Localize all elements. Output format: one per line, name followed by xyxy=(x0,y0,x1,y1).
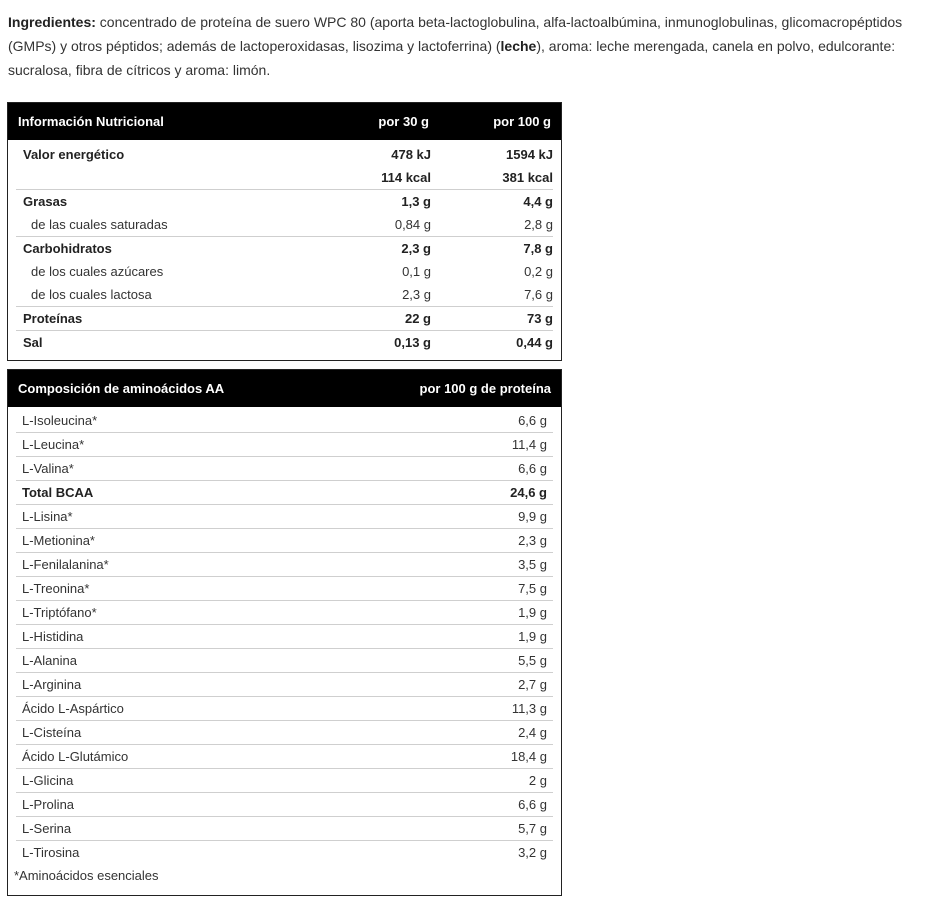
nutrition-label: Carbohidratos xyxy=(23,241,112,256)
amino-row xyxy=(16,817,553,841)
nutrition-label: de los cuales lactosa xyxy=(31,287,152,302)
nutrition-value-30g: 1,3 g xyxy=(401,194,431,209)
amino-label: L-Alanina xyxy=(22,653,77,668)
amino-value: 1,9 g xyxy=(518,629,547,644)
ingredients-text-2: ), aroma: leche merengada, canela en polvo, edulcorante: sucralosa, fibra de cítricos y aroma: limón. xyxy=(8,38,896,78)
ingredients-label: Ingredientes: xyxy=(8,14,96,30)
amino-row xyxy=(16,433,553,457)
nutrition-label: de los cuales azúcares xyxy=(31,264,164,279)
nutrition-table-body xyxy=(8,140,561,358)
amino-row xyxy=(16,625,553,649)
amino-row xyxy=(16,745,553,769)
nutrition-label: Grasas xyxy=(23,194,68,209)
amino-label: L-Isoleucina* xyxy=(22,413,98,428)
nutrition-label: Valor energético xyxy=(23,147,125,162)
nutrition-row-energy-kcal xyxy=(16,166,553,189)
amino-label: L-Serina xyxy=(22,821,72,836)
amino-row xyxy=(16,649,553,673)
amino-acid-table xyxy=(7,369,562,896)
amino-row xyxy=(16,553,553,577)
amino-value: 2,7 g xyxy=(518,677,547,692)
amino-row-total-bcaa xyxy=(16,481,553,505)
nutrition-row-proteins xyxy=(16,306,553,330)
nutrition-value-30g: 0,1 g xyxy=(402,264,431,279)
amino-row xyxy=(16,601,553,625)
amino-value: 2,3 g xyxy=(518,533,547,548)
nutrition-row-energy-kj xyxy=(16,143,553,166)
amino-label: L-Prolina xyxy=(22,797,75,812)
amino-value: 2 g xyxy=(528,773,547,788)
amino-label: L-Histidina xyxy=(22,629,84,644)
nutrition-table-header xyxy=(8,103,561,140)
nutrition-value-30g: 0,13 g xyxy=(394,335,431,350)
amino-row xyxy=(16,673,553,697)
amino-value: 6,6 g xyxy=(518,413,547,428)
amino-value: 5,5 g xyxy=(518,653,547,668)
amino-row xyxy=(16,721,553,745)
amino-row xyxy=(16,793,553,817)
amino-row xyxy=(16,841,553,864)
nutrition-value-100g: 7,8 g xyxy=(523,241,553,256)
amino-label: L-Valina* xyxy=(22,461,74,476)
ingredients-allergen: leche xyxy=(500,38,537,54)
nutrition-value-30g: 2,3 g xyxy=(401,241,431,256)
amino-value: 24,6 g xyxy=(510,485,547,500)
nutrition-value-30g: 2,3 g xyxy=(402,287,431,302)
amino-col-per-100g: por 100 g de proteína xyxy=(419,381,551,396)
amino-label: L-Fenilalanina* xyxy=(22,557,109,572)
amino-label: L-Arginina xyxy=(22,677,82,692)
amino-title: Composición de aminoácidos AA xyxy=(18,381,225,396)
nutrition-value-100g: 0,44 g xyxy=(516,335,553,350)
nutrition-label: Sal xyxy=(23,335,43,350)
amino-value: 5,7 g xyxy=(518,821,547,836)
amino-row xyxy=(16,529,553,553)
amino-label: L-Leucina* xyxy=(22,437,85,452)
nutrition-value-100g: 73 g xyxy=(526,311,553,326)
amino-value: 2,4 g xyxy=(518,725,547,740)
amino-table-header xyxy=(8,370,561,407)
amino-label: Ácido L-Glutámico xyxy=(22,749,129,764)
amino-table-body xyxy=(8,407,561,864)
amino-label: L-Metionina* xyxy=(22,533,95,548)
amino-label: L-Glicina xyxy=(22,773,74,788)
amino-value: 6,6 g xyxy=(518,461,547,476)
amino-value: 3,5 g xyxy=(518,557,547,572)
amino-label: L-Treonina* xyxy=(22,581,90,596)
nutrition-value-100g: 0,2 g xyxy=(524,264,553,279)
nutrition-value-100g: 4,4 g xyxy=(523,194,553,209)
amino-label: L-Lisina* xyxy=(22,509,73,524)
amino-label: Ácido L-Aspártico xyxy=(22,701,124,716)
amino-value: 7,5 g xyxy=(518,581,547,596)
amino-label: L-Cisteína xyxy=(22,725,82,740)
nutrition-value-100g: 2,8 g xyxy=(524,217,553,232)
amino-value: 9,9 g xyxy=(518,509,547,524)
amino-row xyxy=(16,769,553,793)
nutrition-value-30g: 114 kcal xyxy=(381,170,431,185)
nutrition-value-100g: 7,6 g xyxy=(524,287,553,302)
amino-value: 3,2 g xyxy=(518,845,547,860)
amino-row xyxy=(16,577,553,601)
amino-label: Total BCAA xyxy=(22,485,94,500)
nutrition-col-30g: por 30 g xyxy=(378,114,429,129)
amino-row xyxy=(16,505,553,529)
amino-value: 11,4 g xyxy=(511,437,547,452)
nutrition-label: Proteínas xyxy=(23,311,83,326)
amino-row xyxy=(16,457,553,481)
nutrition-row-saturated xyxy=(16,213,553,236)
nutrition-value-100g: 1594 kJ xyxy=(506,147,553,162)
amino-row xyxy=(16,697,553,721)
nutrition-value-30g: 22 g xyxy=(404,311,431,326)
amino-footnote: *Aminoácidos esenciales xyxy=(14,868,159,883)
nutrition-value-100g: 381 kcal xyxy=(502,170,553,185)
nutrition-label: de las cuales saturadas xyxy=(31,217,168,232)
nutrition-title: Información Nutricional xyxy=(18,114,164,129)
nutrition-col-100g: por 100 g xyxy=(493,114,551,129)
amino-value: 6,6 g xyxy=(518,797,547,812)
nutrition-row-carbs xyxy=(16,236,553,260)
amino-label: L-Tirosina xyxy=(22,845,80,860)
amino-value: 11,3 g xyxy=(511,701,547,716)
amino-label: L-Triptófano* xyxy=(22,605,97,620)
ingredients-paragraph xyxy=(8,10,920,82)
nutrition-table xyxy=(7,102,562,361)
nutrition-row-fats xyxy=(16,189,553,213)
nutrition-row-lactose xyxy=(16,283,553,306)
nutrition-value-30g: 478 kJ xyxy=(391,147,431,162)
nutrition-row-salt xyxy=(16,330,553,354)
nutrition-row-sugars xyxy=(16,260,553,283)
ingredients-text-1: concentrado de proteína de suero WPC 80 (aporta beta-lactoglobulina, alfa-lactoalbúmina, inmunoglobulinas, glicomacropéptidos (GMPs) y otros péptidos; además de lactoperoxidasas, lisozima y lactoferrina) ( xyxy=(8,14,903,54)
amino-row xyxy=(16,409,553,433)
amino-value: 18,4 g xyxy=(510,749,547,764)
amino-value: 1,9 g xyxy=(518,605,547,620)
nutrition-value-30g: 0,84 g xyxy=(394,217,431,232)
